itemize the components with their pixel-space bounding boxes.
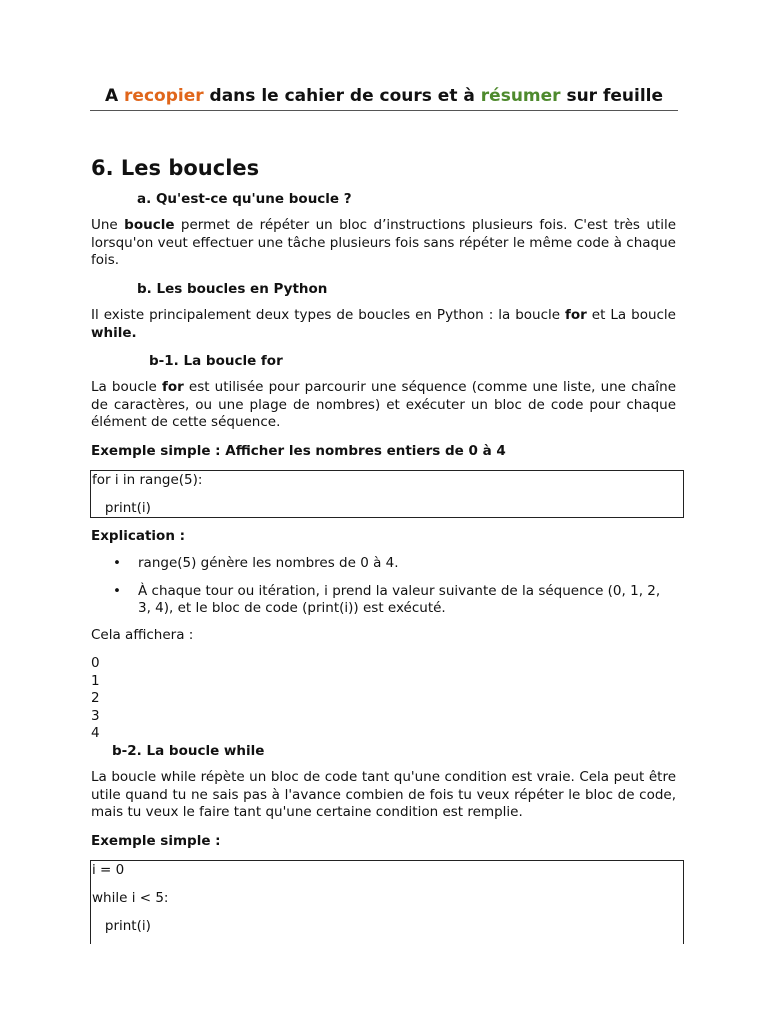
code-line: while i < 5: bbox=[92, 890, 169, 906]
output-line: 1 bbox=[91, 672, 100, 689]
example-title-while: Exemple simple : bbox=[91, 833, 221, 849]
paragraph-types bbox=[91, 307, 676, 342]
code-line: print(i) bbox=[92, 500, 151, 516]
heading-b1: b-1. La boucle for bbox=[149, 353, 283, 369]
bold-boucle: boucle bbox=[124, 217, 175, 233]
heading-a: a. Qu'est-ce qu'une boucle ? bbox=[137, 191, 352, 207]
code-line: i = 0 bbox=[92, 862, 125, 878]
text: est utilisée pour parcourir une séquence (comme une liste, une chaîne de caractères, ou une plage de nombres) et exécuter un bloc de code pour chaque élément de cette séquence. bbox=[91, 379, 676, 430]
banner-text-3: sur feuille bbox=[560, 86, 664, 106]
text: Il existe principalement deux types de boucles en Python : la boucle bbox=[91, 307, 566, 323]
code-block-for bbox=[90, 470, 684, 518]
heading-b2: b-2. La boucle while bbox=[112, 743, 265, 759]
list-item-text: À chaque tour ou itération, i prend la valeur suivante de la séquence (0, 1, 2, 3, 4), et le bloc de code (print(i)) est exécuté. bbox=[138, 582, 661, 616]
example-title-for: Exemple simple : Afficher les nombres entiers de 0 à 4 bbox=[91, 443, 506, 459]
code-line: print(i) bbox=[92, 918, 151, 934]
output-line: 4 bbox=[91, 725, 100, 741]
explication-title: Explication : bbox=[91, 528, 186, 544]
text: et La boucle bbox=[586, 307, 676, 323]
text: La boucle bbox=[91, 379, 162, 395]
output-values bbox=[91, 655, 100, 743]
list-item bbox=[91, 583, 676, 618]
paragraph-while: La boucle while répète un bloc de code tant qu'une condition est vraie. Cela peut être utile quand tu ne sais pas à l'avance combien de fois tu veux répéter le bloc de code, mais tu veux le faire tant qu'une certaine condition est remplie. bbox=[91, 769, 676, 820]
section-title: 6. Les boucles bbox=[91, 156, 260, 180]
bold-for: for bbox=[161, 379, 184, 395]
banner-word-resumer: résumer bbox=[480, 86, 561, 106]
banner-text-1: A bbox=[104, 86, 125, 106]
code-line: for i in range(5): bbox=[92, 472, 203, 488]
output-line: 3 bbox=[91, 707, 100, 724]
banner-word-recopier: recopier bbox=[124, 86, 204, 106]
explication-list bbox=[91, 555, 676, 628]
heading-b: b. Les boucles en Python bbox=[137, 281, 328, 297]
banner-text-2: dans le cahier de cours et à bbox=[203, 86, 481, 106]
banner-divider bbox=[90, 110, 678, 111]
text: Une bbox=[91, 217, 125, 233]
list-item bbox=[91, 555, 676, 573]
paragraph-for bbox=[91, 379, 676, 432]
output-line: 0 bbox=[91, 655, 100, 671]
output-label: Cela affichera : bbox=[91, 627, 194, 643]
output-line: 2 bbox=[91, 690, 100, 706]
paragraph-definition bbox=[91, 217, 676, 270]
bold-for: for bbox=[565, 307, 587, 323]
code-block-while bbox=[90, 860, 684, 944]
bold-while: while. bbox=[91, 324, 137, 341]
bullet-icon: • bbox=[113, 555, 121, 571]
bullet-icon: • bbox=[113, 582, 121, 599]
page-banner bbox=[90, 85, 678, 107]
text: permet de répéter un bloc d’instructions plusieurs fois. C'est très utile lorsqu'on veut effectuer une tâche plusieurs fois sans répéter le même code à chaque fois. bbox=[91, 217, 676, 268]
list-item-text: range(5) génère les nombres de 0 à 4. bbox=[138, 555, 399, 571]
